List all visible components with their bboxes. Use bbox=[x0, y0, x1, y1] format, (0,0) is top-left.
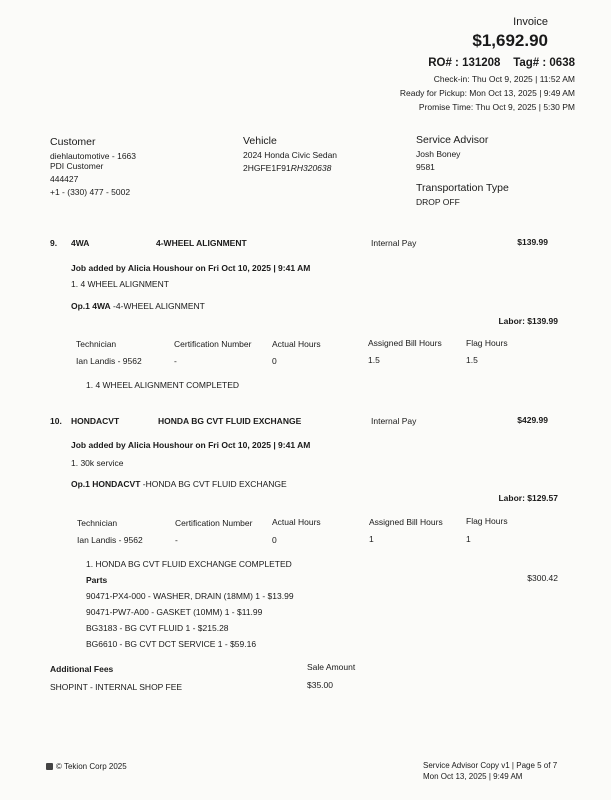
operation-code: Op.1 4WA bbox=[71, 301, 111, 311]
actual-hours: 0 bbox=[272, 535, 277, 545]
bill-hours-column-header: Assigned Bill Hours bbox=[369, 517, 443, 527]
footer-copy-info: Service Advisor Copy v1 | Page 5 of 7 bbox=[423, 761, 558, 770]
flag-hours-column-header: Flag Hours bbox=[466, 516, 508, 526]
invoice-total: $1,692.90 bbox=[472, 31, 548, 50]
vin-suffix: RH320638 bbox=[290, 163, 332, 173]
transportation-label: Transportation Type bbox=[416, 182, 509, 194]
job-complaint: 1. 30k service bbox=[71, 458, 124, 468]
customer-name: diehlautomotive - 1663 bbox=[50, 151, 137, 161]
promise-time: Promise Time: Thu Oct 9, 2025 | 5:30 PM bbox=[418, 102, 575, 112]
customer-phone: +1 - (330) 477 - 5002 bbox=[50, 187, 131, 197]
customer-id: 444427 bbox=[50, 174, 79, 184]
parts-label: Parts bbox=[86, 575, 108, 585]
bill-hours: 1 bbox=[369, 534, 374, 544]
vehicle-label: Vehicle bbox=[243, 135, 277, 147]
flag-hours: 1.5 bbox=[466, 355, 478, 365]
fee-amount: $35.00 bbox=[307, 680, 333, 690]
job-note: 1. HONDA BG CVT FLUID EXCHANGE COMPLETED bbox=[86, 559, 292, 569]
service-advisor-name: Josh Boney bbox=[416, 149, 461, 159]
additional-fees-label: Additional Fees bbox=[50, 664, 114, 674]
copyright-text: © Tekion Corp 2025 bbox=[56, 762, 127, 771]
job-number: 9. bbox=[50, 238, 58, 248]
job-added-by: Job added by Alicia Houshour on Fri Oct 10, 2025 | 9:41 AM bbox=[71, 440, 311, 450]
job-labor: Labor: $139.99 bbox=[498, 316, 558, 326]
job-description: HONDA BG CVT FLUID EXCHANGE bbox=[158, 416, 302, 426]
tekion-logo-icon bbox=[46, 763, 53, 770]
job-added-by: Job added by Alicia Houshour on Fri Oct 10, 2025 | 9:41 AM bbox=[71, 263, 311, 273]
flag-hours-column-header: Flag Hours bbox=[466, 338, 508, 348]
customer-type: PDI Customer bbox=[50, 161, 104, 171]
service-advisor-id: 9581 bbox=[416, 162, 435, 172]
check-in-time: Check-in: Thu Oct 9, 2025 | 11:52 AM bbox=[433, 74, 575, 84]
flag-hours: 1 bbox=[466, 534, 471, 544]
service-advisor-label: Service Advisor bbox=[416, 134, 489, 146]
cert-number: - bbox=[174, 356, 177, 366]
cert-column-header: Certification Number bbox=[174, 339, 252, 349]
part-item: 90471-PX4-000 - WASHER, DRAIN (18MM) 1 - $13.99 bbox=[86, 591, 294, 601]
job-pay-type: Internal Pay bbox=[371, 416, 417, 426]
operation-description: -HONDA BG CVT FLUID EXCHANGE bbox=[140, 479, 287, 489]
ro-tag-line bbox=[428, 57, 575, 69]
actual-hours-column-header: Actual Hours bbox=[272, 517, 321, 527]
bill-hours-column-header: Assigned Bill Hours bbox=[368, 338, 442, 348]
footer-date: Mon Oct 13, 2025 | 9:49 AM bbox=[423, 772, 523, 781]
tech-name: Ian Landis - 9562 bbox=[76, 356, 142, 366]
actual-hours: 0 bbox=[272, 356, 277, 366]
job-code: HONDACVT bbox=[71, 416, 120, 426]
job-description: 4-WHEEL ALIGNMENT bbox=[156, 238, 247, 248]
job-amount: $429.99 bbox=[517, 415, 548, 425]
job-note: 1. 4 WHEEL ALIGNMENT COMPLETED bbox=[86, 380, 240, 390]
vehicle-model: 2024 Honda Civic Sedan bbox=[243, 150, 338, 160]
invoice-title: Invoice bbox=[513, 16, 548, 28]
part-item: BG6610 - BG CVT DCT SERVICE 1 - $59.16 bbox=[86, 639, 257, 649]
ro-number: RO# : 131208 bbox=[428, 57, 501, 69]
tech-column-header: Technician bbox=[76, 339, 117, 349]
bill-hours: 1.5 bbox=[368, 355, 380, 365]
part-item: 90471-PW7-A00 - GASKET (10MM) 1 - $11.99 bbox=[86, 607, 263, 617]
ready-pickup-time: Ready for Pickup: Mon Oct 13, 2025 | 9:49 AM bbox=[399, 88, 575, 98]
part-item: BG3183 - BG CVT FLUID 1 - $215.28 bbox=[86, 623, 229, 633]
fee-item: SHOPINT - INTERNAL SHOP FEE bbox=[50, 682, 183, 692]
job-labor: Labor: $129.57 bbox=[498, 493, 558, 503]
cert-number: - bbox=[175, 535, 178, 545]
actual-hours-column-header: Actual Hours bbox=[272, 339, 321, 349]
job-number: 10. bbox=[50, 416, 62, 426]
sale-amount-label: Sale Amount bbox=[307, 662, 356, 672]
job-code: 4WA bbox=[71, 238, 90, 248]
tech-name: Ian Landis - 9562 bbox=[77, 535, 143, 545]
cert-column-header: Certification Number bbox=[175, 518, 253, 528]
tech-column-header: Technician bbox=[77, 518, 118, 528]
customer-label: Customer bbox=[50, 136, 96, 148]
job-complaint: 1. 4 WHEEL ALIGNMENT bbox=[71, 279, 169, 289]
job-pay-type: Internal Pay bbox=[371, 238, 417, 248]
tag-number: Tag# : 0638 bbox=[513, 57, 575, 69]
vin-prefix: 2HGFE1F91 bbox=[243, 163, 291, 173]
operation-description: -4-WHEEL ALIGNMENT bbox=[110, 301, 205, 311]
job-operation bbox=[71, 479, 287, 489]
footer-copyright bbox=[46, 762, 127, 771]
operation-code: Op.1 HONDACVT bbox=[71, 479, 141, 489]
vehicle-vin bbox=[243, 163, 331, 173]
job-operation bbox=[71, 301, 205, 311]
parts-total: $300.42 bbox=[527, 573, 558, 583]
transportation-type: DROP OFF bbox=[416, 197, 460, 207]
job-amount: $139.99 bbox=[517, 237, 548, 247]
